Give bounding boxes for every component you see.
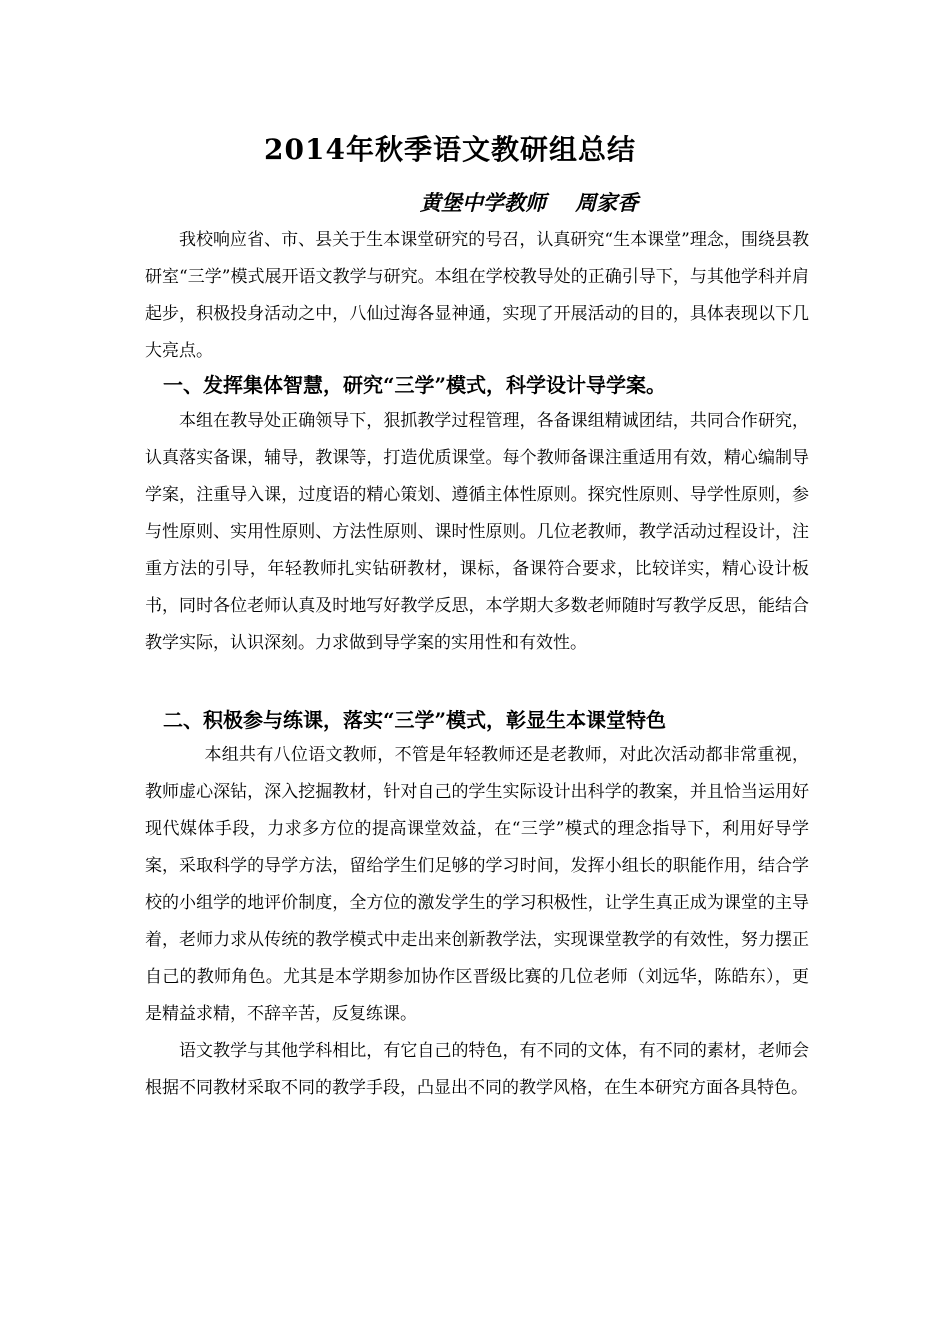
section-heading-1: 一、发挥集体智慧，研究“三学”模式，科学设计导学案。 — [163, 373, 667, 397]
author-line: 黄堡中学教师 周家香 — [420, 190, 639, 215]
section-1-paragraph: 本组在教导处正确领导下，狠抓教学过程管理，各备课组精诚团结，共同合作研究，认真落实备课，辅导，教课等，打造优质课堂。每个教师备课注重适用有效，精心编制导学案，注重导入课，过度语的精心策划、遵循主体性原则。探究性原则、导学性原则，参与性原则、实用性原则、方法性原则、课时性原则。几位老教师，教学活动过程设计，注重方法的引导，年轻教师扎实钻研教材，课标，备课符合要求，比较详实，精心设计板书，同时各位老师认真及时地写好教学反思，本学期大多数老师随时写教学反思，能结合教学实际，认识深刻。力求做到导学案的实用性和有效性。 — [145, 411, 809, 653]
intro-block — [145, 222, 809, 370]
section-2-paragraph: 本组共有八位语文教师，不管是年轻教师还是老教师，对此次活动都非常重视，教师虚心深钻，深入挖掘教材，针对自己的学生实际设计出科学的教案，并且恰当运用好现代媒体手段，力求多方位的提高课堂效益，在“三学”模式的理念指导下，利用好导学案，采取科学的导学方法，留给学生们足够的学习时间，发挥小组长的职能作用，结合学校的小组学的地评价制度，全方位的激发学生的学习积极性，让学生真正成为课堂的主导着，老师力求从传统的教学模式中走出来创新教学法，实现课堂教学的有效性，努力摆正自己的教师角色。尤其是本学期参加协作区晋级比赛的几位老师（刘远华，陈皓东），更是精益求精，不辞辛苦，反复练课。 — [145, 745, 809, 1024]
section-heading-2: 二、积极参与练课，落实“三学”模式，彰显生本课堂特色 — [163, 708, 667, 732]
section-2-block — [145, 737, 809, 1107]
section-1-block — [145, 403, 809, 662]
section-2-paragraph-2: 语文教学与其他学科相比，有它自己的特色，有不同的文体，有不同的素材，老师会根据不同教材采取不同的教学手段，凸显出不同的教学风格，在生本研究方面各具特色。 — [145, 1041, 809, 1098]
document-title: 2014年秋季语文教研组总结 — [264, 133, 636, 166]
intro-paragraph: 我校响应省、市、县关于生本课堂研究的号召，认真研究“生本课堂”理念，围绕县教研室“三学”模式展开语文教学与研究。本组在学校教导处的正确引导下，与其他学科并肩起步，积极投身活动之中，八仙过海各显神通，实现了开展活动的目的，具体表现以下几大亮点。 — [145, 230, 809, 361]
